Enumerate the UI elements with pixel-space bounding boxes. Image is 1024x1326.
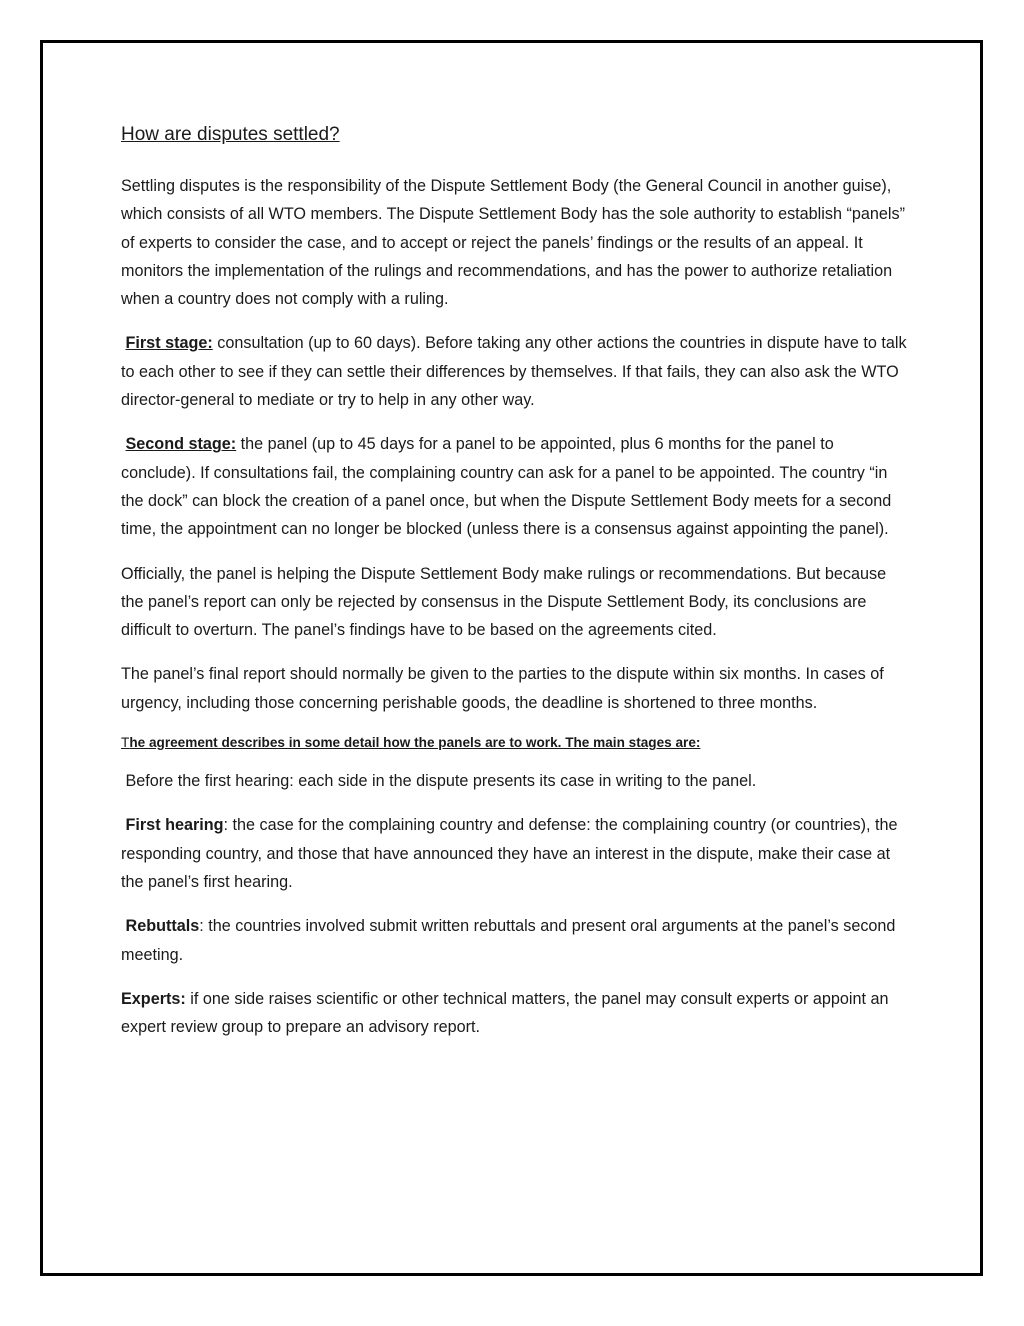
experts-paragraph <box>121 985 911 1042</box>
before-hearing-paragraph <box>121 767 911 795</box>
section-heading: How are disputes settled? <box>121 124 340 145</box>
intro-paragraph: Settling disputes is the responsibility of the Dispute Settlement Body (the General Council in another guise), which consists of all WTO members. The Dispute Settlement Body has the sole authority to establish “panels” of experts to consider the case, and to accept or reject the panels’ findings or the results of an appeal. It monitors the implementation of the rulings and recommendations, and has the power to authorize retaliation when a country does not comply with a ruling. <box>121 177 905 309</box>
rebuttals-text: : the countries involved submit written rebuttals and present oral arguments at the panel’s second meeting. <box>121 917 896 964</box>
experts-text: if one side raises scientific or other technical matters, the panel may consult experts or appoint an expert review group to prepare an advisory report. <box>121 989 889 1037</box>
experts-label: Experts: <box>121 989 186 1008</box>
first-hearing-label: First hearing <box>125 816 224 835</box>
officially-paragraph: Officially, the panel is helping the Dispute Settlement Body make rulings or recommendations. But because the panel’s report can only be rejected by consensus in the Dispute Settlement Body, its conclusions are difficult to overturn. The panel’s findings have to be based on the agreements cited. <box>121 564 887 640</box>
first-stage-label: First stage: <box>125 334 213 353</box>
first-stage-text: consultation (up to 60 days). Before taking any other actions the countries in dispute have to talk to each other to see if they can settle their differences by themselves. If that fails, they can also ask the WTO director-general to mediate or try to help in any other way. <box>121 334 907 410</box>
rebuttals-paragraph <box>121 912 911 969</box>
before-hearing-text: Before the first hearing: each side in the dispute presents its case in writing to the panel. <box>125 772 757 791</box>
first-stage-paragraph <box>121 329 911 414</box>
first-hearing-paragraph <box>121 811 911 896</box>
second-stage-paragraph <box>121 430 911 543</box>
document-body <box>121 120 911 1057</box>
stages-subheading <box>121 733 911 753</box>
final-report-paragraph: The panel’s final report should normally be given to the parties to the dispute within six months. In cases of urgency, including those concerning perishable goods, the deadline is shortened to three months. <box>121 665 884 712</box>
first-hearing-text: : the case for the complaining country and defense: the complaining country (or countries), the responding country, and those that have announced they have an interest in the dispute, make their case at the panel’s first hearing. <box>121 816 898 891</box>
stages-subheading-first-letter: T <box>121 735 130 751</box>
second-stage-text: the panel (up to 45 days for a panel to be appointed, plus 6 months for the panel to conclude). If consultations fail, the complaining country can ask for a panel to be appointed. The country “in the dock” can block the creation of a panel once, but when the Dispute Settlement Body meets for a second time, the appointment can no longer be blocked (unless there is a consensus against appointing the panel). <box>121 435 892 539</box>
stages-subheading-rest: he agreement describes in some detail how the panels are to work. The main stages are: <box>129 735 701 751</box>
second-stage-label: Second stage: <box>125 435 237 454</box>
rebuttals-label: Rebuttals <box>125 917 200 936</box>
